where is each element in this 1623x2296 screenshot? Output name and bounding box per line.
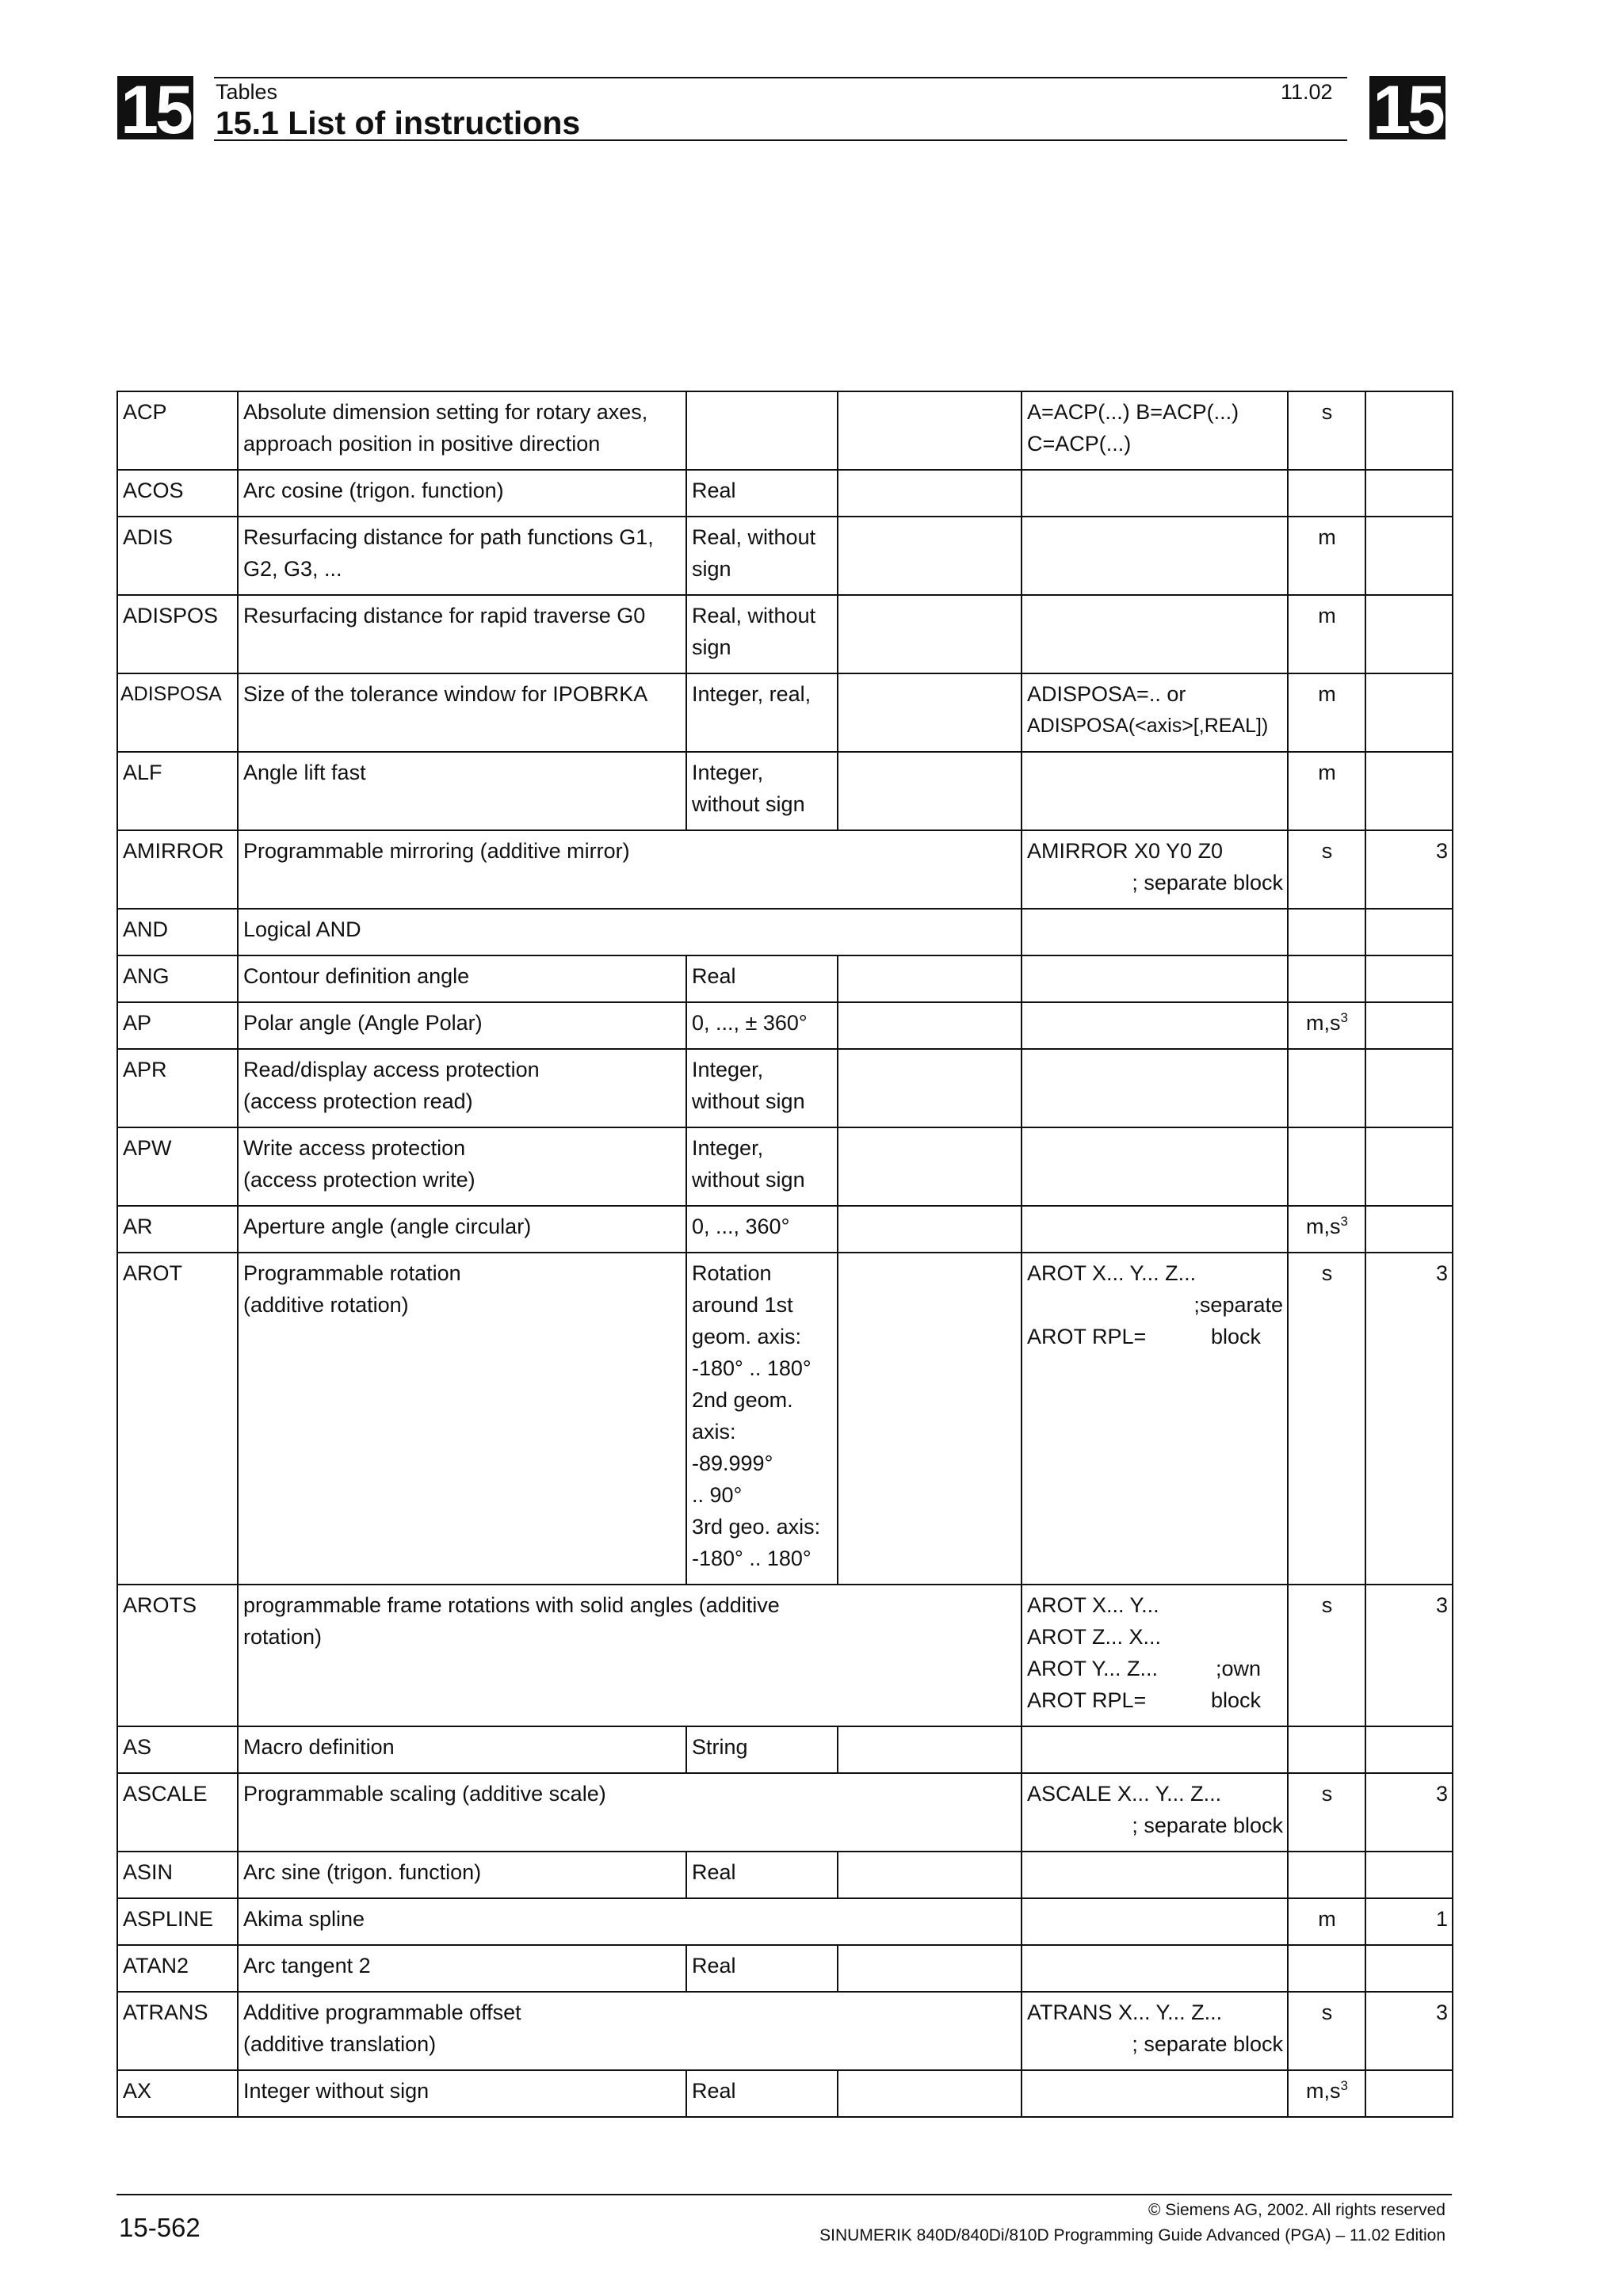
- table-row: [117, 1898, 1453, 1945]
- section-title: 15.1 List of instructions: [216, 105, 581, 141]
- syntax-text: AMIRROR X0 Y0 Z0: [1027, 839, 1224, 863]
- instruction-unit: [1288, 1253, 1365, 1585]
- type-line: -89.999°: [692, 1451, 773, 1475]
- instruction-syntax: [1022, 830, 1288, 909]
- instruction-name: AS: [117, 1726, 238, 1773]
- instruction-syntax: [1022, 673, 1288, 752]
- instruction-type: [686, 595, 838, 673]
- instruction-group: [1365, 1852, 1453, 1898]
- type-line: 3rd geo. axis:: [692, 1515, 821, 1539]
- instruction-description: [238, 955, 686, 1002]
- syntax-comment: ;own: [1215, 1657, 1261, 1680]
- syntax-text: ASCALE X... Y... Z...: [1027, 1782, 1222, 1806]
- type-line: axis:: [692, 1420, 736, 1444]
- table-row: [117, 1726, 1453, 1773]
- instruction-syntax: [1022, 1992, 1288, 2070]
- desc-line: Contour definition angle: [243, 964, 470, 988]
- instruction-syntax: [1022, 595, 1288, 673]
- table-row: [117, 830, 1453, 909]
- desc-line: Arc cosine (trigon. function): [243, 479, 504, 502]
- table-row: [117, 1992, 1453, 2070]
- instruction-group: [1365, 1726, 1453, 1773]
- instruction-description: [238, 909, 1022, 955]
- instruction-unit: [1288, 391, 1365, 470]
- desc-line: Additive programmable offset: [243, 2000, 521, 2024]
- instruction-name: ALF: [117, 752, 238, 830]
- desc-line: G2, G3, ...: [243, 557, 342, 581]
- syntax-line: [1027, 1621, 1283, 1653]
- instruction-unit: [1288, 1898, 1365, 1945]
- desc-line: Write access protection: [243, 1136, 466, 1160]
- type-line: 0, ..., 360°: [692, 1215, 790, 1238]
- desc-line: Resurfacing distance for path functions G1,: [243, 525, 654, 549]
- blank-cell: [838, 1002, 1022, 1049]
- instruction-description: [238, 1002, 686, 1049]
- instruction-type: [686, 1127, 838, 1206]
- instruction-unit: [1288, 1049, 1365, 1127]
- instruction-name: ASIN: [117, 1852, 238, 1898]
- page-number: 15-562: [119, 2213, 200, 2242]
- blank-cell: [838, 2070, 1022, 2117]
- instruction-name: AX: [117, 2070, 238, 2117]
- type-line: sign: [692, 557, 731, 581]
- instruction-unit: [1288, 2070, 1365, 2117]
- syntax-text: ; separate block: [1132, 1814, 1283, 1837]
- desc-line: (access protection write): [243, 1168, 475, 1192]
- instruction-description: [238, 1773, 1022, 1852]
- header-rule-top: [214, 77, 1347, 78]
- type-line: Real, without: [692, 604, 816, 627]
- desc-line: Programmable mirroring (additive mirror): [243, 839, 630, 863]
- instruction-description: [238, 391, 686, 470]
- syntax-text: ; separate block: [1132, 2032, 1283, 2056]
- blank-cell: [838, 470, 1022, 517]
- instruction-description: [238, 1049, 686, 1127]
- unit-superscript: 3: [1340, 2078, 1348, 2093]
- instruction-type: [686, 1049, 838, 1127]
- instruction-name: ANG: [117, 955, 238, 1002]
- instruction-unit: [1288, 1206, 1365, 1253]
- instruction-name: ATRANS: [117, 1992, 238, 2070]
- instruction-syntax: [1022, 1585, 1288, 1726]
- instruction-unit: [1288, 1726, 1365, 1773]
- syntax-text: A=ACP(...) B=ACP(...): [1027, 400, 1239, 424]
- instruction-name: ADISPOS: [117, 595, 238, 673]
- chapter-number-badge-right: 15: [1369, 76, 1445, 139]
- instruction-name: ADISPOSA: [117, 673, 238, 752]
- syntax-text: ADISPOSA(<axis>[,REAL]): [1027, 715, 1269, 737]
- desc-line: approach position in positive direction: [243, 432, 601, 456]
- instruction-name: AP: [117, 1002, 238, 1049]
- desc-line: Angle lift fast: [243, 761, 366, 784]
- type-line: Real: [692, 1860, 736, 1884]
- type-line: without sign: [692, 1168, 805, 1192]
- syntax-line: [1027, 2028, 1283, 2060]
- instruction-description: [238, 1898, 1022, 1945]
- header-rule-bottom: [214, 139, 1347, 141]
- syntax-line: [1027, 710, 1283, 742]
- type-line: Real: [692, 2079, 736, 2103]
- instruction-group: [1365, 955, 1453, 1002]
- type-line: geom. axis:: [692, 1325, 802, 1348]
- chapter-number-badge-left: 15: [117, 76, 193, 139]
- table-row: [117, 1049, 1453, 1127]
- desc-line: (additive rotation): [243, 1293, 409, 1317]
- table-row: [117, 517, 1453, 595]
- table-row: [117, 1206, 1453, 1253]
- syntax-comment: block: [1210, 1688, 1261, 1712]
- blank-cell: [838, 1253, 1022, 1585]
- unit-text: m,s: [1306, 1011, 1341, 1035]
- instruction-syntax: [1022, 1773, 1288, 1852]
- table-row: [117, 1253, 1453, 1585]
- syntax-comment: block: [1210, 1325, 1261, 1348]
- syntax-line: [1027, 867, 1283, 898]
- instruction-description: [238, 1127, 686, 1206]
- type-line: without sign: [692, 1089, 805, 1113]
- syntax-line: [1027, 428, 1283, 460]
- unit-text: m: [1318, 525, 1336, 549]
- instruction-description: [238, 1726, 686, 1773]
- blank-cell: [838, 1049, 1022, 1127]
- type-line: around 1st: [692, 1293, 793, 1317]
- instruction-group: 1: [1365, 1898, 1453, 1945]
- unit-text: s: [1321, 400, 1333, 424]
- instruction-type: [686, 1253, 838, 1585]
- syntax-text: ; separate block: [1132, 871, 1283, 894]
- table-row: [117, 909, 1453, 955]
- type-line: Integer,: [692, 1058, 764, 1081]
- instruction-group: [1365, 1002, 1453, 1049]
- syntax-text: AROT X... Y...: [1027, 1593, 1159, 1617]
- instruction-group: [1365, 909, 1453, 955]
- instruction-unit: [1288, 909, 1365, 955]
- desc-line: programmable frame rotations with solid angles (additive: [243, 1593, 780, 1617]
- table-row: [117, 752, 1453, 830]
- instruction-group: [1365, 595, 1453, 673]
- instruction-syntax: [1022, 1945, 1288, 1992]
- desc-line: Logical AND: [243, 917, 361, 941]
- instruction-name: ASPLINE: [117, 1898, 238, 1945]
- instruction-description: [238, 1945, 686, 1992]
- instruction-description: [238, 1852, 686, 1898]
- instruction-description: [238, 595, 686, 673]
- desc-line: rotation): [243, 1625, 323, 1649]
- unit-text: s: [1321, 1782, 1333, 1806]
- type-line: 0, ..., ± 360°: [692, 1011, 808, 1035]
- instruction-unit: [1288, 1127, 1365, 1206]
- instruction-group: 3: [1365, 1585, 1453, 1726]
- type-line: Real: [692, 479, 736, 502]
- blank-cell: [838, 955, 1022, 1002]
- instruction-type: [686, 752, 838, 830]
- desc-line: Polar angle (Angle Polar): [243, 1011, 483, 1035]
- syntax-line: [1027, 1289, 1283, 1321]
- table-row: [117, 1852, 1453, 1898]
- instruction-unit: [1288, 1852, 1365, 1898]
- instruction-syntax: [1022, 1898, 1288, 1945]
- table-row: [117, 1773, 1453, 1852]
- unit-text: m: [1318, 1907, 1336, 1931]
- header-date: 11.02: [1281, 80, 1333, 104]
- instruction-group: [1365, 1206, 1453, 1253]
- instruction-unit: [1288, 1002, 1365, 1049]
- instruction-description: [238, 1253, 686, 1585]
- instruction-description: [238, 1992, 1022, 2070]
- blank-cell: [838, 517, 1022, 595]
- instruction-unit: [1288, 752, 1365, 830]
- instruction-name: AROTS: [117, 1585, 238, 1726]
- instruction-syntax: [1022, 1852, 1288, 1898]
- instruction-unit: [1288, 595, 1365, 673]
- unit-text: m: [1318, 761, 1336, 784]
- syntax-text: AROT RPL=: [1027, 1325, 1147, 1348]
- type-line: .. 90°: [692, 1483, 743, 1507]
- instruction-syntax: [1022, 909, 1288, 955]
- syntax-text: AROT Z... X...: [1027, 1625, 1162, 1649]
- instruction-group: [1365, 470, 1453, 517]
- desc-line: Programmable scaling (additive scale): [243, 1782, 606, 1806]
- table-row: [117, 595, 1453, 673]
- type-line: Integer,: [692, 1136, 764, 1160]
- unit-superscript: 3: [1340, 1214, 1348, 1229]
- syntax-text: ADISPOSA=.. or: [1027, 682, 1186, 706]
- unit-text: m: [1318, 682, 1336, 706]
- instruction-group: 3: [1365, 830, 1453, 909]
- instruction-group: 3: [1365, 1253, 1453, 1585]
- syntax-text: ;separate: [1193, 1293, 1283, 1317]
- instruction-unit: [1288, 517, 1365, 595]
- instruction-description: [238, 1585, 1022, 1726]
- blank-cell: [838, 752, 1022, 830]
- table-row: [117, 955, 1453, 1002]
- type-line: 2nd geom.: [692, 1388, 793, 1412]
- desc-line: (additive translation): [243, 2032, 437, 2056]
- syntax-line: [1027, 1810, 1283, 1841]
- syntax-line: [1027, 835, 1283, 867]
- chapter-name: Tables: [216, 80, 278, 104]
- syntax-text: ATRANS X... Y... Z...: [1027, 2000, 1223, 2024]
- type-line: -180° .. 180°: [692, 1547, 812, 1570]
- syntax-line: [1027, 1589, 1283, 1621]
- blank-cell: [838, 673, 1022, 752]
- instruction-group: [1365, 391, 1453, 470]
- type-line: Real, without: [692, 525, 816, 549]
- type-line: without sign: [692, 792, 805, 816]
- syntax-line: [1027, 1684, 1283, 1716]
- instruction-unit: [1288, 673, 1365, 752]
- unit-text: m: [1318, 604, 1336, 627]
- instruction-syntax: [1022, 955, 1288, 1002]
- instruction-unit: [1288, 470, 1365, 517]
- blank-cell: [838, 1127, 1022, 1206]
- instruction-name: AND: [117, 909, 238, 955]
- instruction-syntax: [1022, 1253, 1288, 1585]
- unit-superscript: 3: [1340, 1010, 1348, 1025]
- syntax-text: AROT Y... Z...: [1027, 1657, 1159, 1680]
- instruction-name: ATAN2: [117, 1945, 238, 1992]
- instruction-type: [686, 1002, 838, 1049]
- instruction-type: [686, 955, 838, 1002]
- desc-line: (access protection read): [243, 1089, 473, 1113]
- instruction-name: ACOS: [117, 470, 238, 517]
- table-row: [117, 1945, 1453, 1992]
- blank-cell: [838, 391, 1022, 470]
- instruction-syntax: [1022, 2070, 1288, 2117]
- blank-cell: [838, 595, 1022, 673]
- instruction-group: [1365, 1049, 1453, 1127]
- instruction-syntax: [1022, 1726, 1288, 1773]
- blank-cell: [838, 1852, 1022, 1898]
- syntax-line: [1027, 1997, 1283, 2028]
- table-row: [117, 2070, 1453, 2117]
- desc-line: Arc tangent 2: [243, 1954, 371, 1978]
- instruction-name: ASCALE: [117, 1773, 238, 1852]
- type-line: Real: [692, 1954, 736, 1978]
- instruction-type: [686, 673, 838, 752]
- desc-line: Integer without sign: [243, 2079, 430, 2103]
- instruction-group: [1365, 673, 1453, 752]
- instruction-type: [686, 470, 838, 517]
- instruction-name: AR: [117, 1206, 238, 1253]
- instruction-group: 3: [1365, 1773, 1453, 1852]
- blank-cell: [838, 1945, 1022, 1992]
- instruction-syntax: [1022, 752, 1288, 830]
- instruction-name: AMIRROR: [117, 830, 238, 909]
- syntax-line: [1027, 678, 1283, 710]
- instruction-type: [686, 2070, 838, 2117]
- syntax-line: [1027, 1778, 1283, 1810]
- instruction-description: [238, 673, 686, 752]
- instruction-description: [238, 517, 686, 595]
- desc-line: Resurfacing distance for rapid traverse G0: [243, 604, 646, 627]
- table-row: [117, 1127, 1453, 1206]
- table-row: [117, 1002, 1453, 1049]
- desc-line: Size of the tolerance window for IPOBRKA: [243, 682, 648, 706]
- unit-text: s: [1321, 1261, 1333, 1285]
- instruction-name: AROT: [117, 1253, 238, 1585]
- instruction-syntax: [1022, 1206, 1288, 1253]
- type-line: Rotation: [692, 1261, 772, 1285]
- instruction-type: [686, 517, 838, 595]
- instruction-unit: [1288, 1945, 1365, 1992]
- instruction-group: 3: [1365, 1992, 1453, 2070]
- table-row: [117, 470, 1453, 517]
- syntax-line: [1027, 1653, 1283, 1684]
- instruction-syntax: [1022, 391, 1288, 470]
- unit-text: m,s: [1306, 2079, 1341, 2103]
- instruction-type: [686, 391, 838, 470]
- syntax-line: [1027, 1257, 1283, 1289]
- type-line: Integer,: [692, 761, 764, 784]
- unit-text: s: [1321, 1593, 1333, 1617]
- instruction-unit: [1288, 1585, 1365, 1726]
- instruction-group: [1365, 1945, 1453, 1992]
- unit-text: m,s: [1306, 1215, 1341, 1238]
- table-row: [117, 673, 1453, 752]
- blank-cell: [838, 1206, 1022, 1253]
- edition-notice: SINUMERIK 840D/840Di/810D Programming Guide Advanced (PGA) – 11.02 Edition: [819, 2226, 1445, 2245]
- blank-cell: [838, 1726, 1022, 1773]
- instruction-type: [686, 1726, 838, 1773]
- syntax-text: AROT RPL=: [1027, 1688, 1147, 1712]
- instruction-unit: [1288, 955, 1365, 1002]
- desc-line: Read/display access protection: [243, 1058, 540, 1081]
- footer-rule: [116, 2194, 1452, 2195]
- syntax-line: [1027, 1321, 1283, 1352]
- instruction-name: APR: [117, 1049, 238, 1127]
- instruction-name: ADIS: [117, 517, 238, 595]
- desc-line: Aperture angle (angle circular): [243, 1215, 532, 1238]
- table-row: [117, 1585, 1453, 1726]
- copyright-notice: © Siemens AG, 2002. All rights reserved: [1148, 2201, 1445, 2219]
- desc-line: Macro definition: [243, 1735, 395, 1759]
- type-line: sign: [692, 635, 731, 659]
- unit-text: s: [1321, 2000, 1333, 2024]
- unit-text: s: [1321, 839, 1333, 863]
- syntax-text: C=ACP(...): [1027, 432, 1132, 456]
- instruction-type: [686, 1206, 838, 1253]
- instruction-type: [686, 1945, 838, 1992]
- instruction-syntax: [1022, 470, 1288, 517]
- instruction-unit: [1288, 830, 1365, 909]
- instruction-syntax: [1022, 517, 1288, 595]
- instruction-unit: [1288, 1992, 1365, 2070]
- desc-line: Programmable rotation: [243, 1261, 461, 1285]
- instruction-name: APW: [117, 1127, 238, 1206]
- instruction-description: [238, 830, 1022, 909]
- instruction-syntax: [1022, 1049, 1288, 1127]
- table-row: [117, 391, 1453, 470]
- instructions-table-body: [117, 391, 1453, 2117]
- desc-line: Akima spline: [243, 1907, 365, 1931]
- type-line: String: [692, 1735, 748, 1759]
- instruction-description: [238, 1206, 686, 1253]
- instruction-syntax: [1022, 1127, 1288, 1206]
- instruction-unit: [1288, 1773, 1365, 1852]
- instruction-group: [1365, 517, 1453, 595]
- instruction-group: [1365, 1127, 1453, 1206]
- desc-line: Arc sine (trigon. function): [243, 1860, 482, 1884]
- instruction-description: [238, 752, 686, 830]
- type-line: -180° .. 180°: [692, 1356, 812, 1380]
- instruction-description: [238, 2070, 686, 2117]
- type-line: Integer, real,: [692, 682, 812, 706]
- instruction-description: [238, 470, 686, 517]
- instructions-table: [116, 391, 1453, 2118]
- instruction-group: [1365, 752, 1453, 830]
- type-line: Real: [692, 964, 736, 988]
- syntax-text: AROT X... Y... Z...: [1027, 1261, 1197, 1285]
- instruction-type: [686, 1852, 838, 1898]
- instruction-group: [1365, 2070, 1453, 2117]
- instruction-name: ACP: [117, 391, 238, 470]
- instruction-syntax: [1022, 1002, 1288, 1049]
- syntax-line: [1027, 396, 1283, 428]
- desc-line: Absolute dimension setting for rotary axes,: [243, 400, 648, 424]
